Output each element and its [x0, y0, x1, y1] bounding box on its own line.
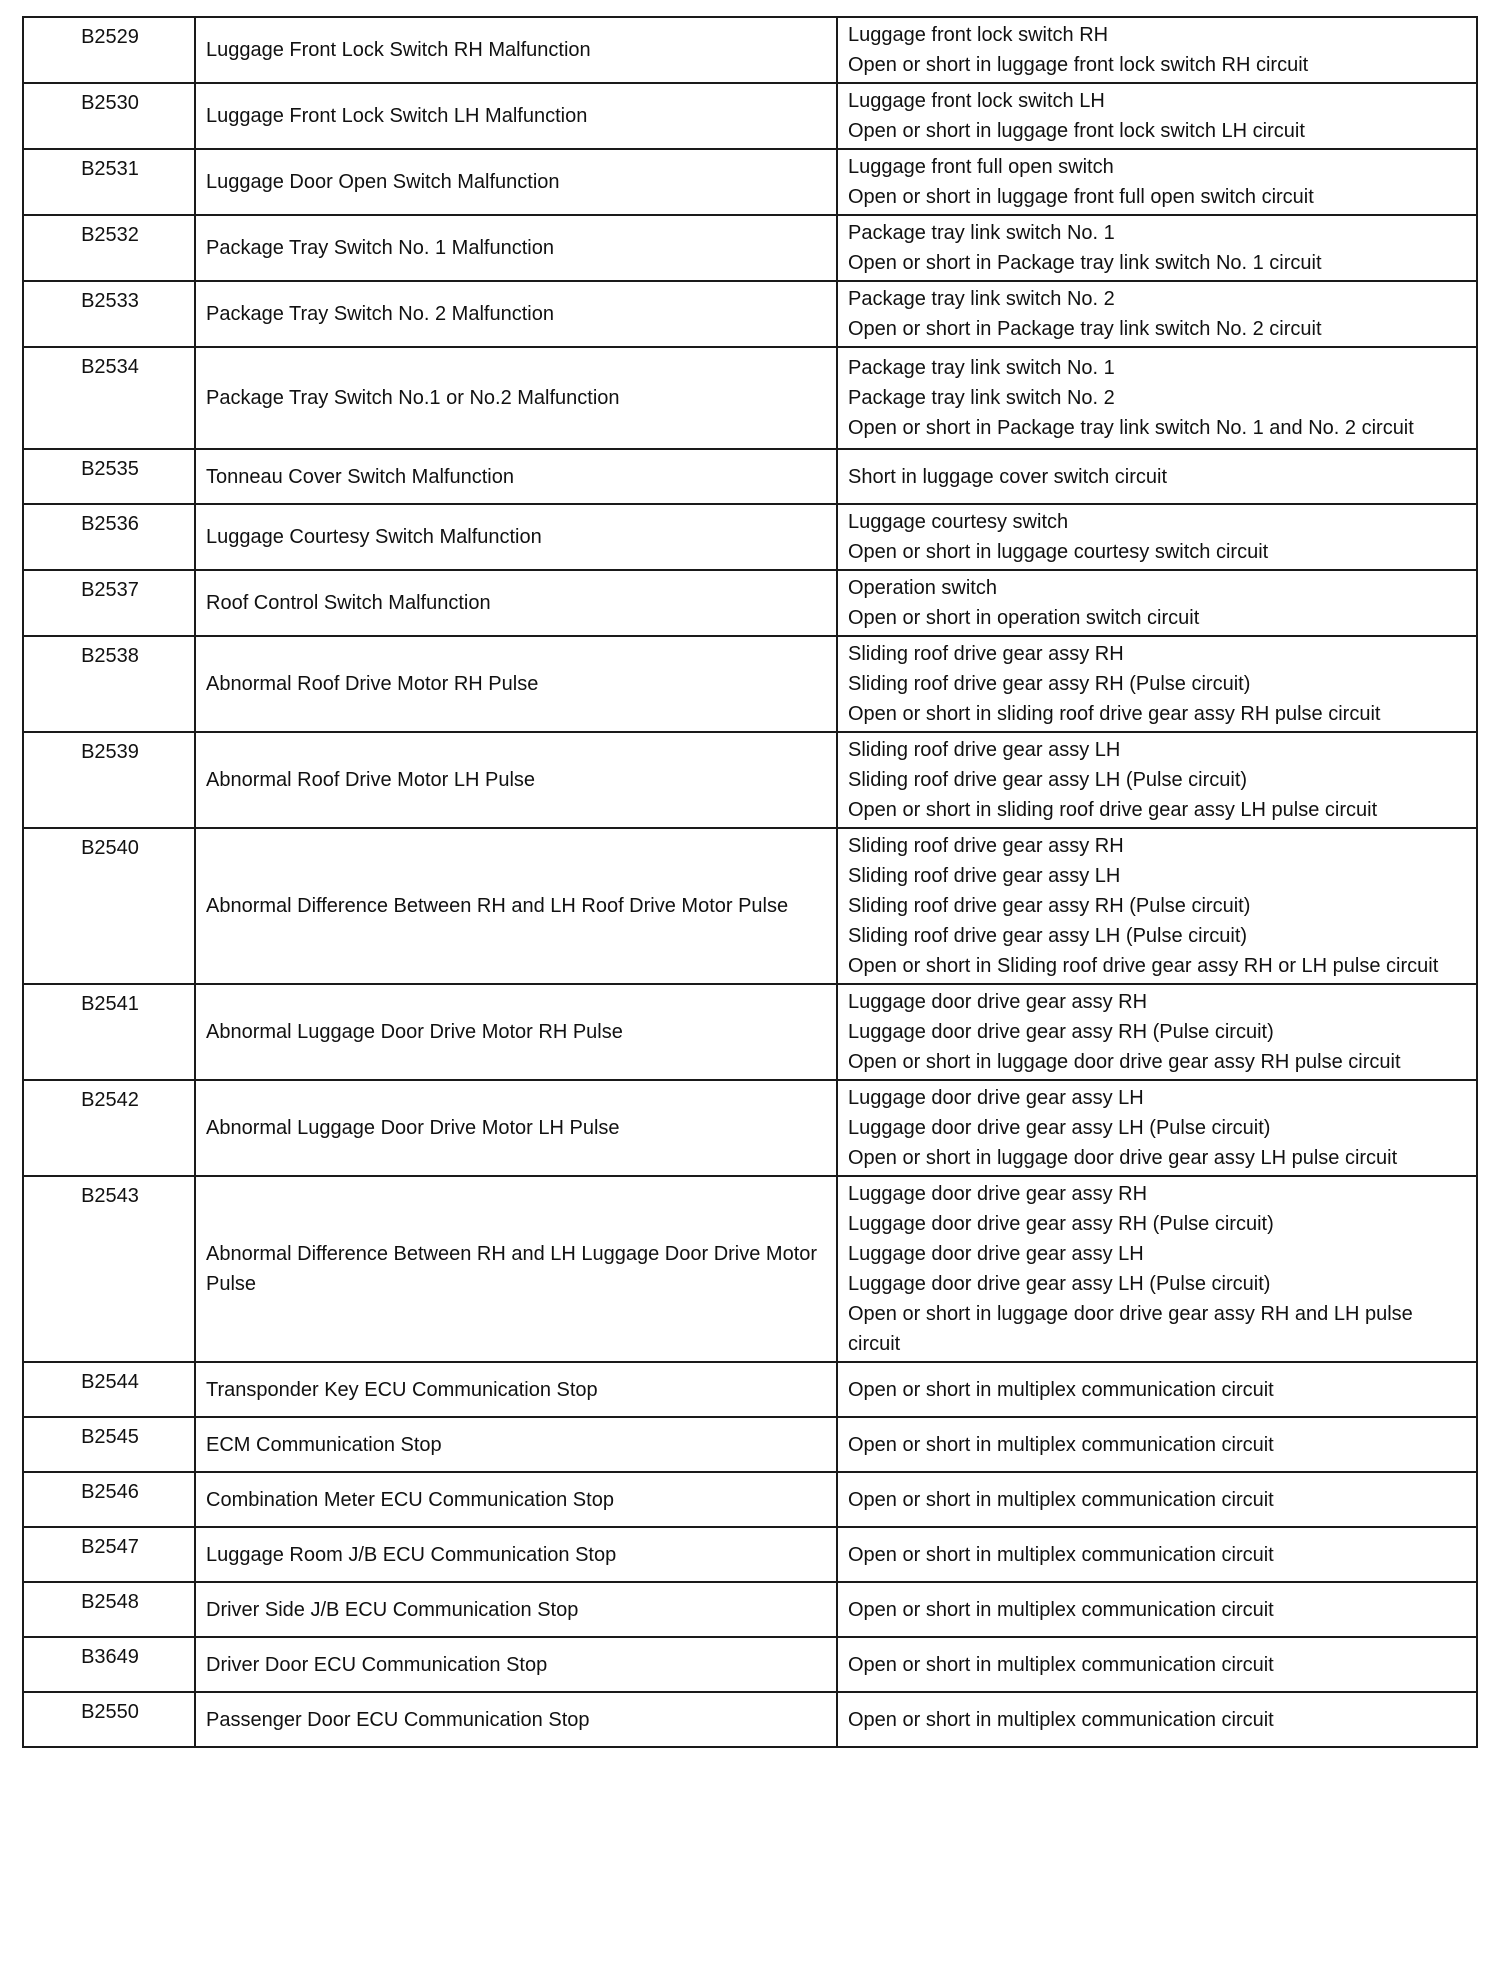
- trouble-area-line: Open or short in Package tray link switch No. 2 circuit: [848, 318, 1322, 340]
- trouble-area-line: Luggage door drive gear assy RH: [848, 991, 1148, 1013]
- table-row: [23, 1080, 1477, 1176]
- detection-item-cell: Abnormal Luggage Door Drive Motor RH Pulse: [195, 984, 837, 1080]
- trouble-area-line: Open or short in multiplex communication circuit: [848, 1598, 1274, 1621]
- trouble-area-line: Open or short in multiplex communication circuit: [848, 1653, 1274, 1676]
- trouble-area-line: Sliding roof drive gear assy RH (Pulse circuit): [848, 895, 1251, 917]
- trouble-area-cell: [837, 1527, 1477, 1582]
- trouble-area-cell: [837, 449, 1477, 504]
- dtc-code-cell: B2539: [23, 732, 195, 828]
- trouble-area-line: Luggage door drive gear assy LH: [848, 1087, 1144, 1109]
- trouble-area-cell: [837, 1080, 1477, 1176]
- trouble-area-line: Open or short in multiplex communication circuit: [848, 1433, 1274, 1456]
- trouble-area-cell: [837, 828, 1477, 984]
- trouble-area-line: Open or short in luggage door drive gear assy RH and LH pulse circuit: [848, 1303, 1413, 1355]
- dtc-code-cell: B2534: [23, 347, 195, 449]
- table-row: [23, 1417, 1477, 1472]
- trouble-area-line: Operation switch: [848, 577, 997, 599]
- dtc-code-cell: B2536: [23, 504, 195, 570]
- trouble-area-line: Open or short in luggage front full open switch circuit: [848, 186, 1314, 208]
- detection-item-cell: Abnormal Roof Drive Motor RH Pulse: [195, 636, 837, 732]
- trouble-area-line: Sliding roof drive gear assy LH (Pulse circuit): [848, 925, 1248, 947]
- detection-item-cell: Abnormal Roof Drive Motor LH Pulse: [195, 732, 837, 828]
- table-row: [23, 347, 1477, 449]
- detection-item-cell: Luggage Front Lock Switch RH Malfunction: [195, 17, 837, 83]
- trouble-area-line: Luggage door drive gear assy LH: [848, 1243, 1144, 1265]
- dtc-code-cell: B2546: [23, 1472, 195, 1527]
- trouble-area-cell: [837, 83, 1477, 149]
- table-row: [23, 281, 1477, 347]
- trouble-area-line: Package tray link switch No. 1: [848, 357, 1115, 379]
- trouble-area-cell: [837, 281, 1477, 347]
- trouble-area-cell: [837, 1362, 1477, 1417]
- detection-item-cell: Transponder Key ECU Communication Stop: [195, 1362, 837, 1417]
- trouble-area-line: Sliding roof drive gear assy LH (Pulse circuit): [848, 769, 1248, 791]
- detection-item-cell: Driver Side J/B ECU Communication Stop: [195, 1582, 837, 1637]
- trouble-area-cell: [837, 1582, 1477, 1637]
- dtc-code-cell: B2544: [23, 1362, 195, 1417]
- trouble-area-cell: [837, 984, 1477, 1080]
- trouble-area-cell: [837, 1417, 1477, 1472]
- dtc-code-cell: B2545: [23, 1417, 195, 1472]
- trouble-area-line: Short in luggage cover switch circuit: [848, 465, 1168, 488]
- dtc-code-cell: B2530: [23, 83, 195, 149]
- dtc-code-cell: B2535: [23, 449, 195, 504]
- detection-item-cell: Roof Control Switch Malfunction: [195, 570, 837, 636]
- detection-item-cell: Luggage Front Lock Switch LH Malfunction: [195, 83, 837, 149]
- dtc-code-cell: B2538: [23, 636, 195, 732]
- trouble-area-line: Luggage courtesy switch: [848, 511, 1069, 533]
- trouble-area-cell: [837, 149, 1477, 215]
- table-row: [23, 732, 1477, 828]
- table-row: [23, 570, 1477, 636]
- trouble-area-line: Luggage front full open switch: [848, 156, 1114, 178]
- detection-item-cell: Package Tray Switch No.1 or No.2 Malfunction: [195, 347, 837, 449]
- trouble-area-line: Open or short in luggage door drive gear assy RH pulse circuit: [848, 1051, 1401, 1073]
- trouble-area-line: Luggage front lock switch LH: [848, 90, 1105, 112]
- dtc-table-body: [23, 17, 1477, 1747]
- detection-item-cell: Abnormal Luggage Door Drive Motor LH Pulse: [195, 1080, 837, 1176]
- trouble-area-line: Sliding roof drive gear assy RH: [848, 835, 1124, 857]
- detection-item-cell: Combination Meter ECU Communication Stop: [195, 1472, 837, 1527]
- trouble-area-line: Luggage door drive gear assy RH: [848, 1183, 1148, 1205]
- dtc-code-cell: B2548: [23, 1582, 195, 1637]
- trouble-area-line: Package tray link switch No. 1: [848, 222, 1115, 244]
- trouble-area-line: Sliding roof drive gear assy RH: [848, 643, 1124, 665]
- table-row: [23, 149, 1477, 215]
- dtc-code-cell: B2529: [23, 17, 195, 83]
- trouble-area-line: Open or short in multiplex communication circuit: [848, 1708, 1274, 1731]
- trouble-area-line: Luggage door drive gear assy LH (Pulse circuit): [848, 1273, 1271, 1295]
- trouble-area-line: Luggage door drive gear assy RH (Pulse circuit): [848, 1021, 1274, 1043]
- table-row: [23, 636, 1477, 732]
- trouble-area-line: Sliding roof drive gear assy LH: [848, 865, 1121, 887]
- trouble-area-line: Open or short in Package tray link switch No. 1 circuit: [848, 252, 1322, 274]
- trouble-area-line: Sliding roof drive gear assy RH (Pulse circuit): [848, 673, 1251, 695]
- dtc-code-cell: B2532: [23, 215, 195, 281]
- detection-item-cell: Luggage Room J/B ECU Communication Stop: [195, 1527, 837, 1582]
- table-row: [23, 1692, 1477, 1747]
- trouble-area-line: Open or short in multiplex communication circuit: [848, 1543, 1274, 1566]
- trouble-area-line: Open or short in sliding roof drive gear assy LH pulse circuit: [848, 799, 1378, 821]
- trouble-area-line: Open or short in sliding roof drive gear assy RH pulse circuit: [848, 703, 1381, 725]
- detection-item-cell: Abnormal Difference Between RH and LH Luggage Door Drive Motor Pulse: [195, 1176, 837, 1362]
- table-row: [23, 215, 1477, 281]
- trouble-area-cell: [837, 732, 1477, 828]
- table-row: [23, 83, 1477, 149]
- dtc-code-cell: B2542: [23, 1080, 195, 1176]
- trouble-area-cell: [837, 570, 1477, 636]
- dtc-code-cell: B2540: [23, 828, 195, 984]
- table-row: [23, 1527, 1477, 1582]
- trouble-area-line: Open or short in luggage door drive gear assy LH pulse circuit: [848, 1147, 1398, 1169]
- table-row: [23, 1582, 1477, 1637]
- table-row: [23, 828, 1477, 984]
- trouble-area-cell: [837, 347, 1477, 449]
- trouble-area-line: Open or short in multiplex communication circuit: [848, 1488, 1274, 1511]
- trouble-area-line: Open or short in multiplex communication circuit: [848, 1378, 1274, 1401]
- trouble-area-line: Luggage front lock switch RH: [848, 24, 1109, 46]
- dtc-code-cell: B2541: [23, 984, 195, 1080]
- trouble-area-line: Package tray link switch No. 2: [848, 387, 1115, 409]
- detection-item-cell: Luggage Courtesy Switch Malfunction: [195, 504, 837, 570]
- trouble-area-cell: [837, 636, 1477, 732]
- table-row: [23, 1637, 1477, 1692]
- trouble-area-line: Open or short in Sliding roof drive gear assy RH or LH pulse circuit: [848, 955, 1439, 977]
- detection-item-cell: Luggage Door Open Switch Malfunction: [195, 149, 837, 215]
- dtc-code-cell: B2533: [23, 281, 195, 347]
- detection-item-cell: Package Tray Switch No. 2 Malfunction: [195, 281, 837, 347]
- dtc-code-cell: B2537: [23, 570, 195, 636]
- table-row: [23, 449, 1477, 504]
- detection-item-cell: Tonneau Cover Switch Malfunction: [195, 449, 837, 504]
- dtc-code-cell: B2547: [23, 1527, 195, 1582]
- table-row: [23, 1176, 1477, 1362]
- dtc-code-cell: B3649: [23, 1637, 195, 1692]
- trouble-area-cell: [837, 215, 1477, 281]
- trouble-area-cell: [837, 1692, 1477, 1747]
- trouble-area-cell: [837, 1637, 1477, 1692]
- trouble-area-line: Open or short in luggage courtesy switch circuit: [848, 541, 1269, 563]
- table-row: [23, 1362, 1477, 1417]
- dtc-table: [22, 16, 1478, 1748]
- detection-item-cell: ECM Communication Stop: [195, 1417, 837, 1472]
- table-row: [23, 504, 1477, 570]
- trouble-area-cell: [837, 17, 1477, 83]
- table-row: [23, 1472, 1477, 1527]
- trouble-area-line: Luggage door drive gear assy LH (Pulse circuit): [848, 1117, 1271, 1139]
- table-row: [23, 984, 1477, 1080]
- trouble-area-line: Sliding roof drive gear assy LH: [848, 739, 1121, 761]
- detection-item-cell: Package Tray Switch No. 1 Malfunction: [195, 215, 837, 281]
- trouble-area-cell: [837, 1176, 1477, 1362]
- trouble-area-cell: [837, 1472, 1477, 1527]
- table-row: [23, 17, 1477, 83]
- detection-item-cell: Passenger Door ECU Communication Stop: [195, 1692, 837, 1747]
- detection-item-cell: Driver Door ECU Communication Stop: [195, 1637, 837, 1692]
- dtc-code-cell: B2550: [23, 1692, 195, 1747]
- trouble-area-line: Luggage door drive gear assy RH (Pulse circuit): [848, 1213, 1274, 1235]
- trouble-area-line: Open or short in Package tray link switch No. 1 and No. 2 circuit: [848, 417, 1414, 439]
- dtc-code-cell: B2543: [23, 1176, 195, 1362]
- trouble-area-line: Package tray link switch No. 2: [848, 288, 1115, 310]
- trouble-area-line: Open or short in operation switch circuit: [848, 607, 1200, 629]
- trouble-area-line: Open or short in luggage front lock switch LH circuit: [848, 120, 1305, 142]
- dtc-code-cell: B2531: [23, 149, 195, 215]
- trouble-area-line: Open or short in luggage front lock switch RH circuit: [848, 54, 1309, 76]
- detection-item-cell: Abnormal Difference Between RH and LH Roof Drive Motor Pulse: [195, 828, 837, 984]
- trouble-area-cell: [837, 504, 1477, 570]
